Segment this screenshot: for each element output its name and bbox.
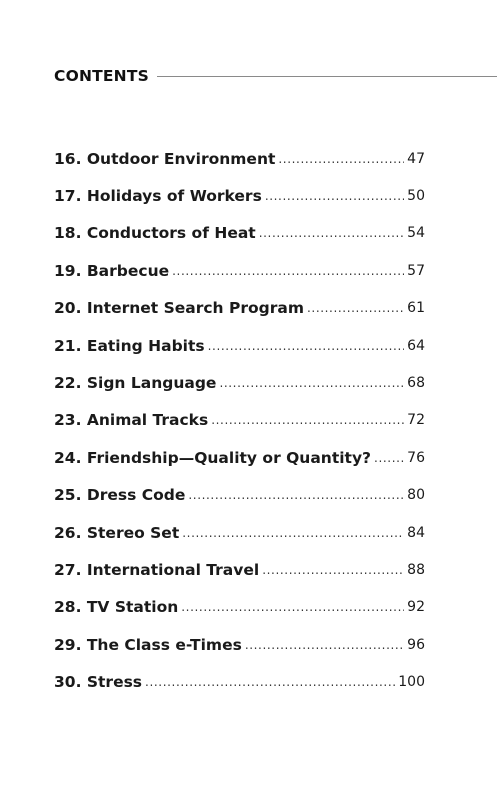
toc-entry-title: 23. Animal Tracks (54, 411, 209, 430)
toc-entry-page: 100 (398, 674, 425, 691)
toc-entry-title: 18. Conductors of Heat (54, 224, 256, 243)
table-of-contents (54, 140, 425, 701)
toc-entry[interactable] (54, 215, 425, 252)
header-rule (157, 76, 497, 77)
toc-entry[interactable] (54, 252, 425, 289)
toc-entry[interactable] (54, 626, 425, 663)
dot-leader (278, 149, 404, 169)
dot-leader (172, 261, 404, 281)
toc-entry[interactable] (54, 177, 425, 214)
toc-entry-title: 24. Friendship—Quality or Quantity? (54, 448, 372, 467)
toc-entry[interactable] (54, 663, 425, 700)
toc-entry-page: 50 (407, 188, 425, 205)
toc-entry[interactable] (54, 140, 425, 177)
dot-leader (307, 298, 404, 318)
toc-entry-page: 64 (407, 337, 425, 354)
dot-leader (181, 597, 404, 617)
toc-entry[interactable] (54, 402, 425, 439)
toc-entry-title: 27. International Travel (54, 560, 260, 579)
toc-entry[interactable] (54, 551, 425, 588)
toc-entry-page: 57 (407, 262, 425, 279)
toc-entry-title: 29. The Class e-Times (54, 635, 242, 654)
dot-leader (245, 635, 404, 655)
toc-entry[interactable] (54, 364, 425, 401)
dot-leader (219, 373, 404, 393)
toc-entry-page: 47 (407, 150, 425, 167)
toc-entry-title: 17. Holidays of Workers (54, 187, 262, 206)
toc-entry-page: 80 (407, 487, 425, 504)
toc-entry-page: 68 (407, 375, 425, 392)
toc-entry-page: 92 (407, 599, 425, 616)
toc-entry[interactable] (54, 477, 425, 514)
dot-leader (145, 672, 395, 692)
toc-entry-page: 72 (407, 412, 425, 429)
dot-leader (208, 336, 405, 356)
toc-entry-title: 28. TV Station (54, 598, 179, 617)
toc-entry-title: 25. Dress Code (54, 486, 186, 505)
toc-entry-page: 61 (407, 300, 425, 317)
toc-entry-title: 21. Eating Habits (54, 336, 205, 355)
toc-entry-page: 88 (407, 561, 425, 578)
toc-entry-page: 54 (407, 225, 425, 242)
dot-leader (374, 448, 404, 468)
dot-leader (182, 523, 404, 543)
toc-entry-page: 84 (407, 524, 425, 541)
toc-entry-title: 22. Sign Language (54, 374, 217, 393)
dot-leader (262, 560, 404, 580)
toc-entry-page: 96 (407, 636, 425, 653)
dot-leader (259, 223, 404, 243)
contents-header (54, 66, 497, 86)
toc-entry[interactable] (54, 290, 425, 327)
toc-entry[interactable] (54, 514, 425, 551)
toc-entry-page: 76 (407, 449, 425, 466)
dot-leader (265, 186, 404, 206)
toc-entry[interactable] (54, 589, 425, 626)
toc-entry-title: 30. Stress (54, 673, 143, 692)
page-title: CONTENTS (54, 67, 149, 85)
dot-leader (211, 410, 404, 430)
toc-entry[interactable] (54, 327, 425, 364)
toc-entry-title: 20. Internet Search Program (54, 299, 304, 318)
toc-entry[interactable] (54, 439, 425, 476)
toc-entry-title: 16. Outdoor Environment (54, 149, 276, 168)
dot-leader (188, 485, 404, 505)
toc-entry-title: 26. Stereo Set (54, 523, 180, 542)
toc-entry-title: 19. Barbecue (54, 261, 170, 280)
